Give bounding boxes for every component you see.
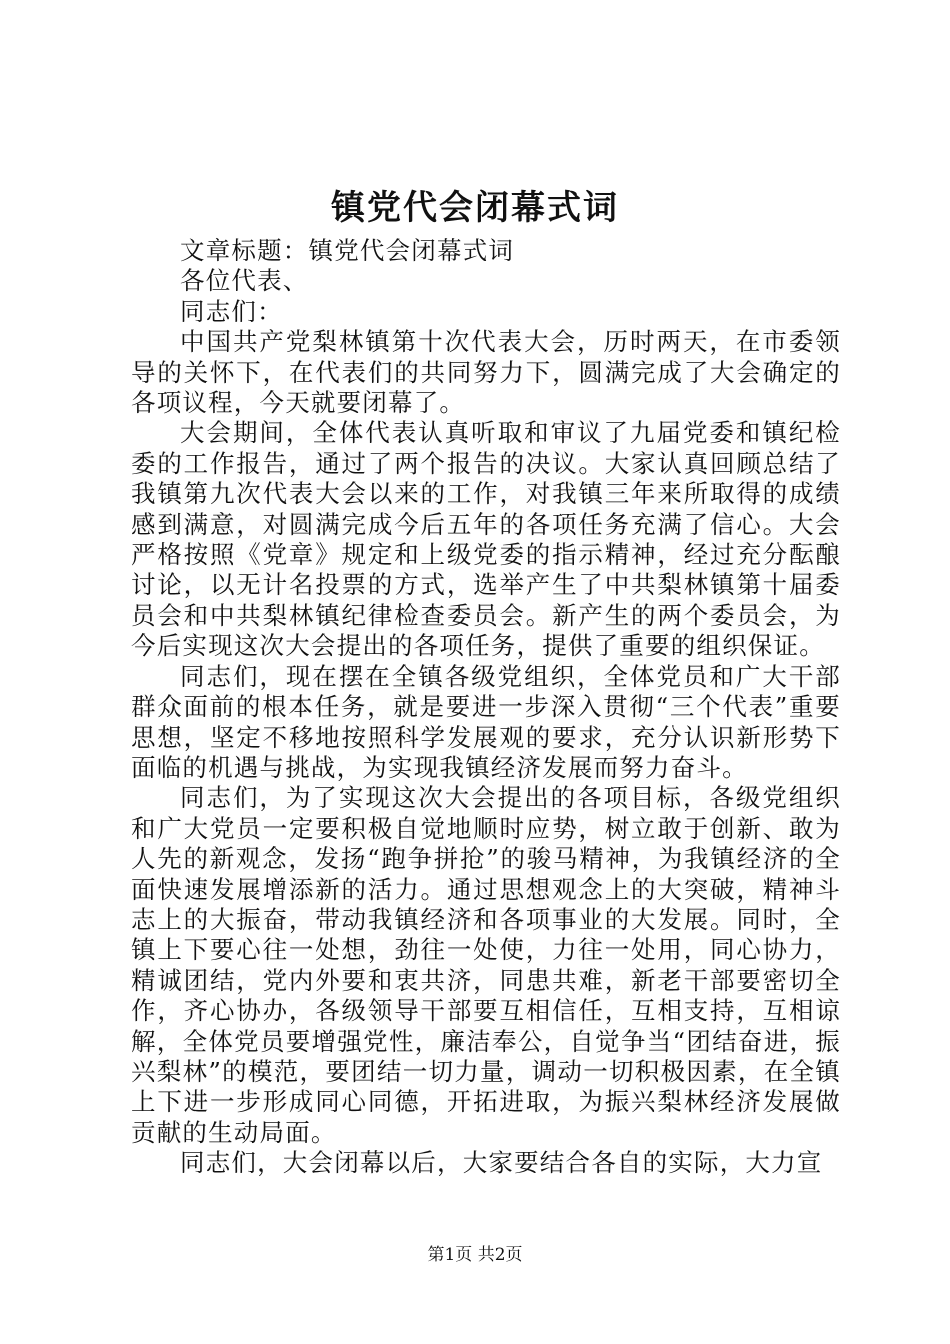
document-title: 镇党代会闭幕式词	[331, 188, 619, 228]
body-paragraph: 大会期间，全体代表认真听取和审议了九届党委和镇纪检委的工作报告，通过了两个报告的决议。大家认真回顾总结了我镇第九次代表大会以来的工作，对我镇三年来所取得的成绩感到满意，对圆满完成今后五年的各项任务充满了信心。大会严格按照《党章》规定和上级党委的指示精神，经过充分酝酿讨论，以无计名投票的方式，选举产生了中共梨林镇第十届委员会和中共梨林镇纪律检查委员会。新产生的两个委员会，为今后实现这次大会提出的各项任务，提供了重要的组织保证。	[131, 418, 841, 661]
page-number-footer: 第1页 共2页	[427, 1245, 523, 1265]
body-paragraph: 中国共产党梨林镇第十次代表大会，历时两天，在市委领导的关怀下，在代表们的共同努力下，圆满完成了大会确定的各项议程，今天就要闭幕了。	[131, 327, 841, 418]
article-title-line: 文章标题：镇党代会闭幕式词	[180, 236, 515, 265]
salutation-delegates: 各位代表、	[180, 266, 309, 296]
body-paragraph: 同志们，现在摆在全镇各级党组织，全体党员和广大干部群众面前的根本任务，就是要进一步深入贯彻“三个代表”重要思想，坚定不移地按照科学发展观的要求，充分认识新形势下面临的机遇与挑战，为实现我镇经济发展而努力奋斗。	[131, 661, 841, 782]
body-paragraph: 同志们，大会闭幕以后，大家要结合各自的实际，大力宣	[180, 1148, 823, 1178]
body-paragraph: 同志们，为了实现这次大会提出的各项目标，各级党组织和广大党员一定要积极自觉地顺时应势，树立敢于创新、敢为人先的新观念，发扬“跑争拼抢”的骏马精神，为我镇经济的全面快速发展增添新的活力。通过思想观念上的大突破，精神斗志上的大振奋，带动我镇经济和各项事业的大发展。同时，全镇上下要心往一处想，劲往一处使，力往一处用，同心协力，精诚团结，党内外要和衷共济，同患共难，新老干部要密切全作，齐心协办，各级领导干部要互相信任，互相支持，互相谅解，全体党员要增强党性，廉洁奉公，自觉争当“团结奋进，振兴梨林”的模范，要团结一切力量，调动一切积极因素，在全镇上下进一步形成同心同德，开拓进取，为振兴梨林经济发展做贡献的生动局面。	[131, 783, 841, 1147]
salutation-comrades: 同志们：	[180, 296, 283, 326]
document-body	[131, 236, 841, 1179]
